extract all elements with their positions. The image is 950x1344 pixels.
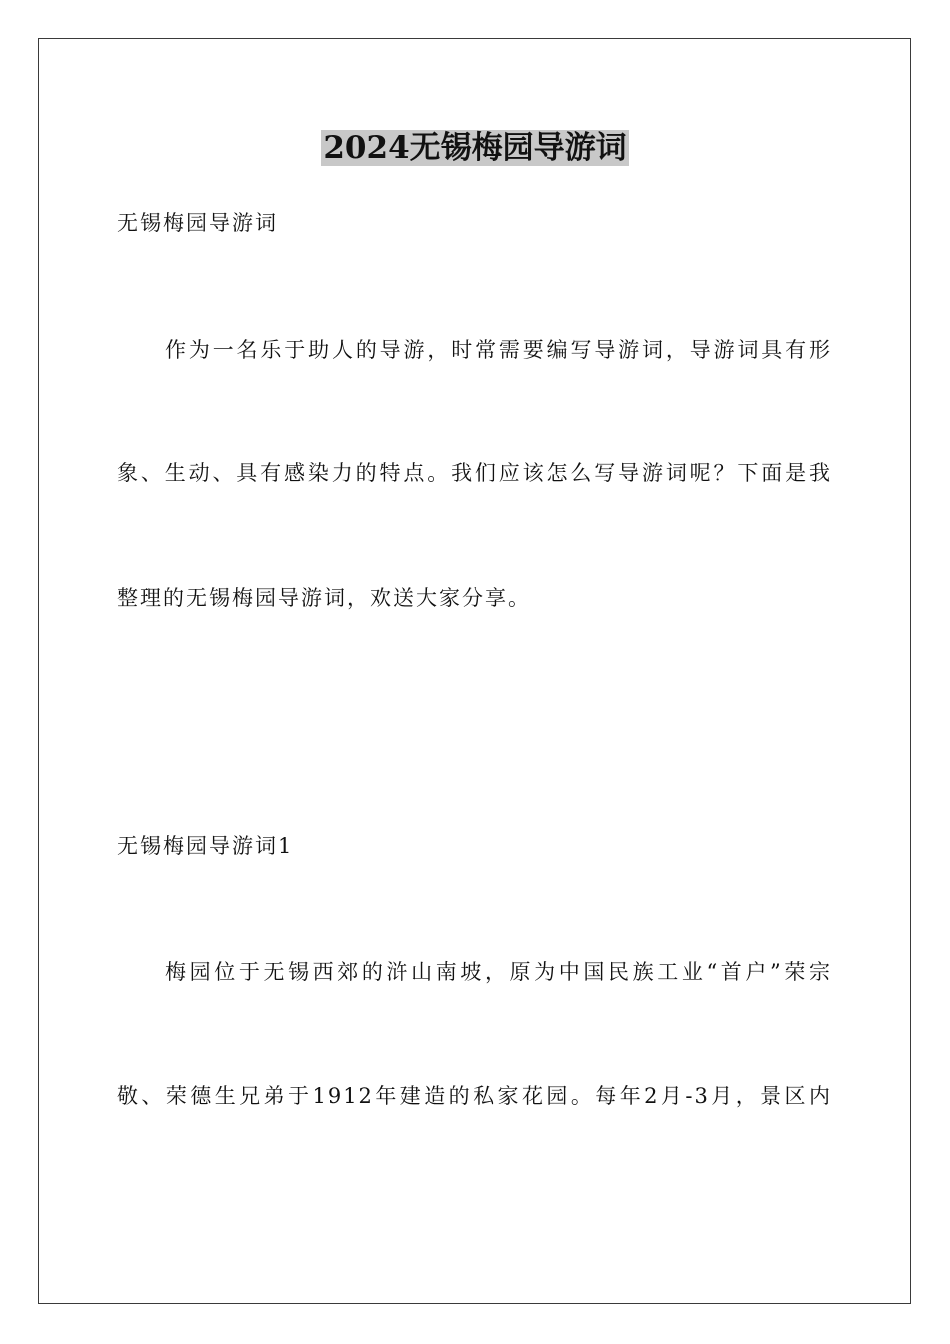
document-subtitle: 无锡梅园导游词 [117, 211, 278, 235]
document-title-text: 2024无锡梅园导游词 [323, 130, 627, 166]
section-heading: 无锡梅园导游词1 [117, 834, 294, 858]
intro-paragraph-line-3: 整理的无锡梅园导游词，欢送大家分享。 [117, 586, 531, 610]
section-paragraph-line-2: 敬、荣德生兄弟于1912年建造的私家花园。每年2月-3月，景区内 [117, 1084, 832, 1108]
document-title [0, 128, 950, 168]
intro-paragraph-line-2: 象、生动、具有感染力的特点。我们应该怎么写导游词呢？下面是我 [117, 461, 832, 485]
intro-paragraph-line-1: 作为一名乐于助人的导游，时常需要编写导游词，导游词具有形 [165, 338, 832, 362]
section-paragraph-line-1: 梅园位于无锡西郊的浒山南坡，原为中国民族工业“首户”荣宗 [165, 960, 832, 984]
